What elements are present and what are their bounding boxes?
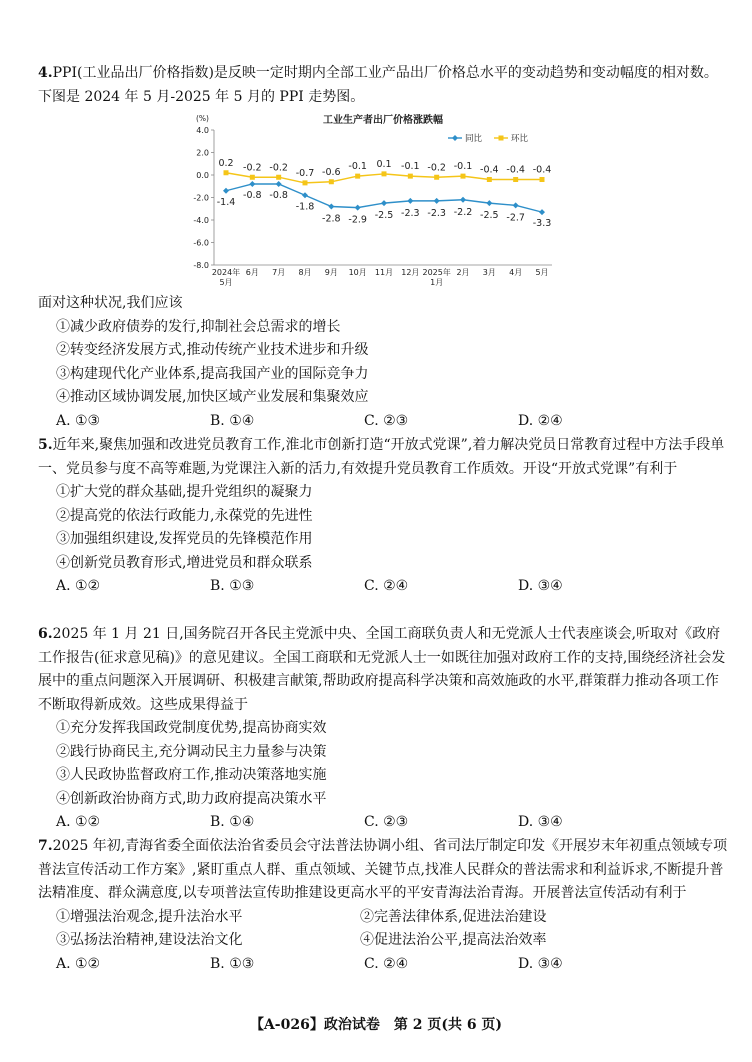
option-1: ①扩大党的群众基础,提升党组织的凝聚力 (56, 484, 313, 500)
choice-b[interactable]: B. ①③ (210, 578, 255, 594)
data-point-mom (408, 174, 413, 179)
data-point-yoy (328, 204, 334, 210)
choice-c[interactable]: C. ②③ (364, 814, 409, 830)
data-label-yoy: -1.4 (216, 196, 236, 208)
x-tick-label: 8月 (298, 268, 312, 277)
y-tick-label: -4.0 (193, 216, 209, 225)
option-1: ①减少政府债券的发行,抑制社会总需求的增长 (56, 318, 341, 335)
data-point-mom (540, 177, 545, 182)
data-point-yoy (407, 198, 413, 204)
data-point-yoy (513, 202, 519, 208)
data-point-yoy (302, 192, 308, 198)
x-tick-label: 10月 (348, 268, 367, 277)
y-tick-label: -6.0 (193, 238, 209, 248)
answer-choices (38, 811, 728, 835)
choice-b[interactable]: B. ①④ (210, 814, 255, 830)
x-tick-label: 11月 (374, 268, 394, 277)
data-point-mom (487, 177, 492, 182)
question-stem: 2025 年 1 月 21 日,国务院召开各民主党派中央、全国工商联负责人和无党派人士代表座谈会,听取对《政府工作报告(征求意见稿)》的意见建议。全国工商联和无党派人士一如既往加强对政府工作的支持,围绕经济社会发展中的重点问题深入开展调研、积极建言献策,帮助政府提高科学决策和高效施政的水平,群策群力推动各项工作不断取得新成效。这些成果得益于 (38, 626, 726, 713)
ppi-chart (180, 112, 560, 290)
data-label-yoy: -2.5 (374, 210, 394, 222)
x-tick-label: 2024年 (211, 268, 241, 277)
data-point-mom (276, 175, 281, 180)
question-7 (38, 835, 728, 976)
question-stem: PPI(工业品出厂价格指数)是反映一定时期内全部工业产品出厂价格总水平的变动趋势和变动幅度的相对数。下图是 2024 年 5 月-2025 年 5 月的 PPI 走势图。 (38, 65, 718, 105)
x-tick-label: 9月 (324, 268, 338, 277)
data-point-mom (382, 171, 387, 176)
data-label-yoy: -2.9 (348, 214, 367, 226)
data-point-mom (434, 175, 439, 180)
option-3: ③构建现代化产业体系,提高我国产业的国际竞争力 (56, 365, 369, 382)
data-label-yoy: -3.3 (532, 218, 552, 230)
data-point-mom (250, 175, 255, 180)
x-tick-label: 5月 (535, 268, 549, 277)
data-point-mom (303, 180, 308, 185)
data-label-mom: -0.4 (532, 164, 552, 176)
data-label-yoy: -1.8 (295, 201, 315, 213)
data-point-yoy (355, 205, 361, 211)
data-label-mom: -0.1 (453, 161, 473, 173)
question-number: 7. (38, 838, 53, 854)
data-point-mom (224, 170, 229, 175)
answer-choices (38, 575, 728, 599)
choice-d[interactable]: D. ③④ (518, 955, 563, 972)
option-3: ③人民政协监督政府工作,推动决策落地实施 (56, 767, 327, 783)
data-point-yoy (276, 181, 282, 187)
choice-c[interactable]: C. ②④ (364, 578, 409, 594)
y-tick-label: 4.0 (196, 126, 209, 135)
data-label-yoy: -2.3 (401, 207, 420, 219)
data-label-yoy: -2.3 (427, 207, 446, 219)
choice-a[interactable]: A. ①② (56, 814, 101, 830)
answer-choices (38, 953, 728, 977)
ppi-chart-svg (180, 112, 560, 290)
legend-marker (499, 136, 504, 141)
y-tick-label: 2.0 (196, 148, 209, 158)
data-label-mom: -0.2 (269, 162, 288, 174)
x-tick-label: 7月 (272, 268, 286, 277)
question-number: 4. (38, 65, 53, 81)
data-label-mom: -0.1 (348, 161, 367, 173)
data-point-yoy (486, 200, 492, 206)
question-number: 5. (38, 437, 53, 453)
page-footer: 【A-026】政治试卷 第 2 页(共 6 页) (249, 1017, 503, 1033)
x-tick-label: 2月 (456, 268, 470, 277)
y-tick-label: -2.0 (193, 193, 209, 203)
legend-label: 环比 (511, 134, 529, 144)
data-label-yoy: -2.7 (506, 212, 525, 224)
choice-c[interactable]: C. ②③ (364, 412, 409, 429)
data-label-mom: -0.2 (243, 162, 262, 174)
data-point-yoy (460, 197, 466, 203)
data-label-mom: -0.7 (295, 167, 315, 179)
data-label-yoy: -2.5 (480, 210, 499, 222)
question-prompt: 面对这种状况,我们应该 (38, 295, 183, 311)
y-tick-label: 0.0 (196, 171, 209, 180)
option-1: ①充分发挥我国政党制度优势,提高协商实效 (56, 720, 327, 736)
data-label-mom: 0.2 (218, 157, 234, 169)
data-label-mom: 0.1 (376, 158, 392, 170)
option-2: ②提高党的依法行政能力,永葆党的先进性 (56, 507, 313, 524)
x-tick-label: 6月 (245, 268, 259, 277)
x-tick-label: 4月 (509, 268, 523, 277)
data-point-yoy (249, 181, 255, 187)
data-point-yoy (223, 188, 229, 194)
option-2: ②转变经济发展方式,推动传统产业技术进步和升级 (56, 342, 369, 358)
data-label-mom: -0.4 (480, 164, 499, 176)
data-label-mom: -0.6 (322, 166, 341, 178)
option-1: ①增强法治观念,提升法治水平 (56, 908, 243, 925)
data-label-mom: -0.4 (506, 164, 525, 176)
y-tick-label: -8.0 (193, 261, 209, 270)
legend-label: 同比 (465, 134, 483, 144)
x-tick-label: 3月 (482, 268, 496, 277)
option-3: ③弘扬法治精神,建设法治文化 (56, 932, 243, 948)
x-tick-label: 2025年 (422, 268, 451, 277)
question-4-options (38, 292, 728, 433)
question-4 (38, 62, 728, 109)
question-stem: 2025 年初,青海省委全面依法治省委员会守法普法协调小组、省司法厅制定印发《开展岁末年初重点领域专项普法宣传活动工作方案》,紧盯重点人群、重点领域、关键节点,找准人民群众的普法需求和利益诉求,不断提升普法精准度、群众满意度,以专项普法宣传助推建设更高水平的平安青海法治青海。开展普法宣传活动有利于 (38, 838, 728, 901)
option-4: ④创新政治协商方式,助力政府提高决策水平 (56, 790, 327, 807)
x-tick-label: 12月 (401, 268, 420, 277)
option-4: ④创新党员教育形式,增进党员和群众联系 (56, 554, 313, 571)
choice-d[interactable]: D. ②④ (518, 412, 563, 429)
option-4: ④推动区域协调发展,加快区域产业发展和集聚效应 (56, 389, 369, 405)
choice-a[interactable]: A. ①③ (56, 412, 101, 429)
question-5 (38, 434, 728, 599)
choice-b[interactable]: B. ①④ (210, 412, 255, 429)
data-label-mom: -0.2 (427, 162, 446, 174)
option-grid (38, 906, 728, 953)
y-axis-unit: (%) (196, 114, 209, 123)
option-2: ②完善法律体系,促进法治建设 (360, 908, 547, 925)
option-3: ③加强组织建设,发挥党员的先锋模范作用 (56, 531, 313, 547)
data-point-mom (513, 177, 518, 182)
option-2: ②践行协商民主,充分调动民主力量参与决策 (56, 743, 327, 760)
data-point-yoy (434, 198, 440, 204)
data-label-yoy: -2.2 (453, 206, 473, 218)
data-point-yoy (381, 200, 387, 206)
x-tick-label-sub: 1月 (430, 278, 444, 287)
question-6 (38, 623, 728, 835)
data-label-yoy: -0.8 (243, 190, 262, 201)
chart-title: 工业生产者出厂价格涨跌幅 (323, 115, 443, 126)
data-point-mom (329, 179, 334, 184)
answer-choices (38, 410, 728, 434)
choice-b[interactable]: B. ①③ (210, 955, 255, 972)
choice-a[interactable]: A. ①② (56, 578, 101, 594)
choice-a[interactable]: A. ①② (56, 955, 101, 972)
data-label-yoy: -2.8 (322, 213, 341, 225)
choice-d[interactable]: D. ③④ (518, 578, 563, 594)
question-stem: 近年来,聚焦加强和改进党员教育工作,淮北市创新打造“开放式党课”,着力解决党员日常教育过程中方法手段单一、党员参与度不高等难题,为党课注入新的活力,有效提升党员教育工作质效。开设“开放式党课”有利于 (38, 437, 725, 477)
choice-c[interactable]: C. ②④ (364, 955, 409, 972)
data-label-mom: -0.1 (401, 161, 420, 173)
question-number: 6. (38, 626, 53, 642)
data-label-yoy: -0.8 (269, 190, 288, 201)
data-point-mom (355, 174, 360, 179)
option-4: ④促进法治公平,提高法治效率 (360, 932, 547, 948)
choice-d[interactable]: D. ③④ (518, 814, 563, 830)
legend-marker (452, 135, 458, 141)
x-tick-label-sub: 5月 (219, 278, 233, 287)
data-point-mom (461, 174, 466, 179)
data-point-yoy (539, 209, 545, 215)
